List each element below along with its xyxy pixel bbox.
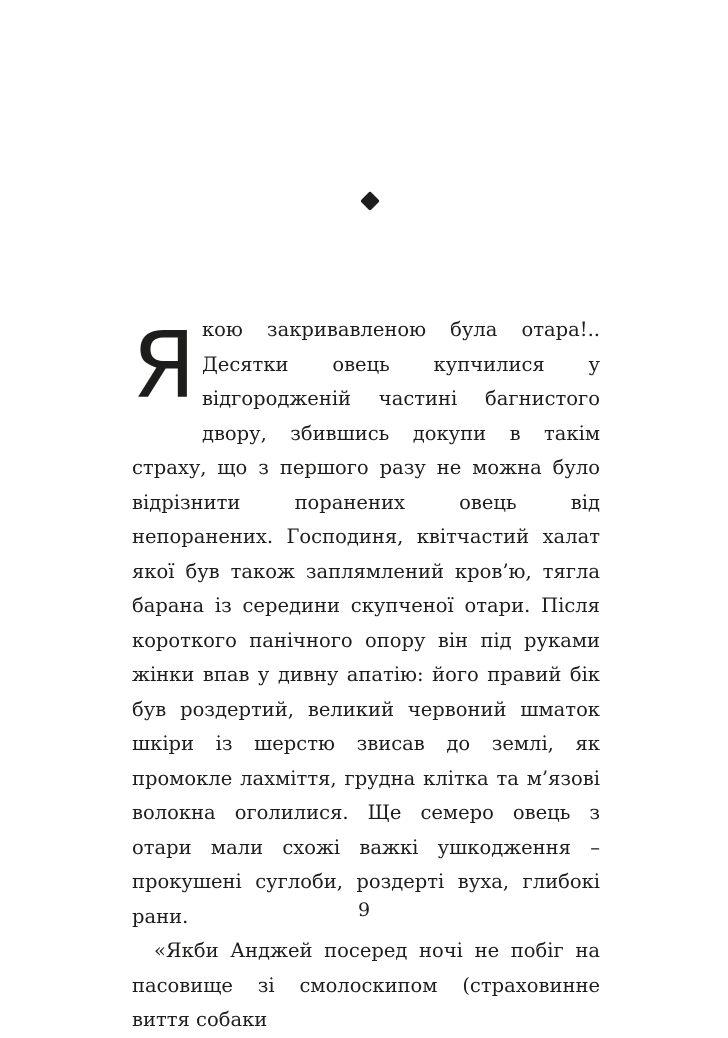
paragraph-2: «Якби Анджей посеред ночі не побіг на пасовище зі смолоскипом (страховинне виття собаки — [132, 939, 600, 1031]
paragraph-1-text: кою закривавленою була отара!.. Десятки овець купчилися у відгородженій частині багнистого двору, збившись докупи в такім страху, що з першого разу не можна було відрізнити поранених овець від непоранених. Господиня, квітчастий халат якої був також заплямлений кров’ю, тягла барана із середини скупченої отари. Після короткого панічного опору він під руками жінки впав у дивну апатію: його правий бік був роздертий, великий червоний шматок шкіри із шерстю звисав до землі, як промокле лахміття, грудна клітка та м’язові волокна оголилися. Ще семеро овець з отари мали схожі важкі ушкодження – прокушені суглоби, роздерті вуха, глибокі рани. — [132, 318, 600, 928]
paragraph-1 — [132, 313, 600, 934]
drop-cap: Я — [132, 312, 196, 419]
page-number: 9 — [357, 899, 371, 921]
diamond-ornament-icon — [360, 191, 380, 211]
body-text — [132, 313, 600, 1038]
